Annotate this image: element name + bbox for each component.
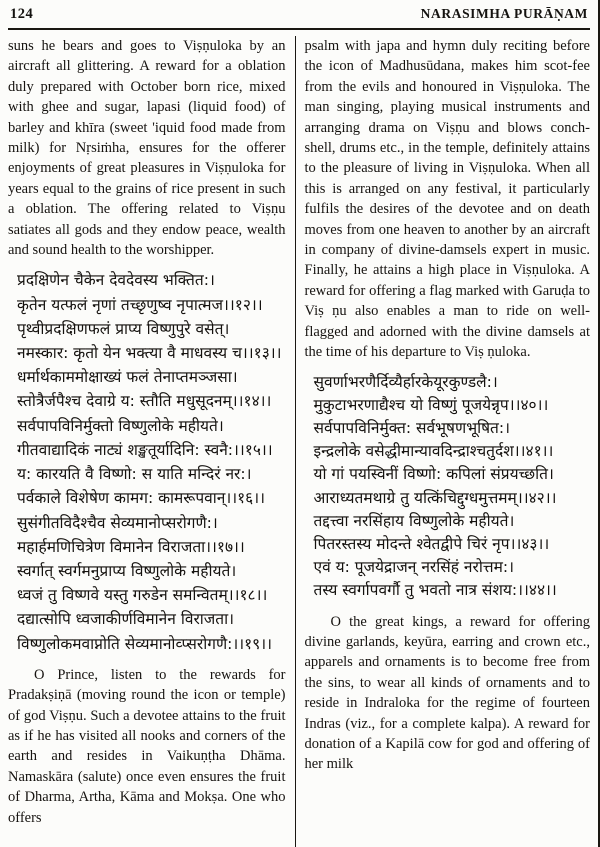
verse-line: सुसंगीतविदैश्चैव सेव्यमानोप्सरोगणै:। <box>17 513 218 532</box>
verse-line: सुवर्णाभरणैर्दिव्यैर्हारकेयूरकुण्डलै:। <box>313 372 498 391</box>
right-column <box>296 36 591 847</box>
verse-line: मुकुटाभरणाद्यैश्च यो विष्णुं पूजयेन्नृप।।४०।। <box>313 395 549 414</box>
verse-line: स्तोत्रैर्जपैश्च देवाग्रे य: स्तौति मधुसूदनम्।।१४।। <box>17 392 272 411</box>
sanskrit-verse-block <box>8 268 286 655</box>
header-rule <box>8 28 590 30</box>
verse-line: दद्यात्सोपि ध्वजाकीर्णविमानेन विराजता। <box>17 610 235 629</box>
page-title: NARASIMHA PURĀṆAM <box>420 6 588 21</box>
paragraph: suns he bears and goes to Viṣṇuloka by an aircraft all glittering. A reward for a oblation duly prepared with October born rice, mixed with ghee and sugar, lapasi (liquid food) of barley and khīra (sweet 'iquid food made from milk) for Nṛsiṁha, ensures for the offerer enjoyments of great pleasures in Viṣṇuloka for years equal to the grains of rice present in such a oblation. The offering related to Viṣṇu satiates all gods and they endow peace, wealth and sound health to the worshipper. <box>8 38 286 259</box>
verse-line: एवं य: पूजयेद्राजन् नरसिंहं नरोत्तम:। <box>313 558 514 577</box>
verse-line: पितरस्तस्य मोदन्ते श्वेतद्वीपे चिरं नृप।।४३।। <box>313 534 550 553</box>
verse-line: पृथ्वीप्रदक्षिणफलं प्राप्य विष्णुपुरे वसेत्। <box>17 319 230 338</box>
text-columns <box>8 36 590 847</box>
verse-line: तस्य स्वर्गापवर्गौ तु भवतो नात्र संशय:।।४४।। <box>313 581 557 600</box>
paragraph: psalm with japa and hymn duly reciting before the icon of Madhusūdana, makes him scot-fee from the evils and honoured in Viṣṇuloka. The man singing, playing musical instruments and arranging drama on Viṣṇu and blows conch-shell, drums etc., in the temple, definitely attains to the pleasure of living in Viṣṇuloka. When all this is arranged on any festival, it particularly fulfils the desires of the devotee and on death moves from one heaven to another by an aircraft in company of divine-damsels expert in music. Finally, he attains a high place in Viṣṇuloka. A reward for offering a flag marked with Garuḍa to Viṣ ṇu also enables a man to ride on well-flagged and adorned with the divine damsels at the time of his departure to Viṣ ṇuloka. <box>304 38 590 361</box>
verse-line: यो गां पयस्विनीं विष्णो: कपिलां संप्रयच्छति। <box>313 465 554 484</box>
verse-line: कृतेन यत्फलं नृणां तच्छृणुष्व नृपात्मज।।१२।। <box>17 295 263 314</box>
page-header <box>8 5 590 23</box>
sanskrit-verse-block <box>305 371 591 603</box>
verse-line: नमस्कार: कृतो येन भक्त्या वै माधवस्य च।।१३।। <box>17 344 282 363</box>
verse-line: प्रदक्षिणेन चैकेन देवदेवस्य भक्तित:। <box>17 271 215 290</box>
verse-line: पर्वकाले विशेषेण कामग: कामरूपवान्।।१६।। <box>17 489 265 508</box>
verse-line: धर्मार्थकाममोक्षाख्यं फलं तेनाप्तमञ्जसा। <box>17 368 238 387</box>
verse-line: तद्दत्त्वा नरसिंहाय विष्णुलोके महीयते। <box>313 511 515 530</box>
verse-line: आराध्यतमथाग्रे तु यत्किंचिद्दुग्धमुत्तमम्।।४२।। <box>313 488 557 507</box>
verse-line: स्वर्गात् स्वर्गमनुप्राप्य विष्णुलोके महीयते। <box>17 561 237 580</box>
page-number: 124 <box>10 6 34 22</box>
verse-line: य: कारयति वै विष्णो: स याति मन्दिरं नर:। <box>17 465 252 484</box>
verse-line: सर्वपापविनिर्मुक्त: सर्वभूषणभूषित:। <box>313 418 510 437</box>
verse-line: गीतवाद्यादिकं नाट्यं शङ्खतूर्यादिनि: स्वनै:।।१५।। <box>17 440 273 459</box>
verse-line: महार्हमणिचित्रेण विमानेन विराजता।।१७।। <box>17 537 245 556</box>
verse-line: विष्णुलोकमवाप्नोति सेव्यमानोव्प्सरोगणै:।।१९।। <box>17 634 272 653</box>
verse-line: ध्वजं तु विष्णवे यस्तु गरुडेन समन्वितम्।।१८।। <box>17 586 268 605</box>
verse-line: सर्वपापविनिर्मुक्तो विष्णुलोके महीयते। <box>17 416 224 435</box>
left-column <box>8 36 291 847</box>
verse-line: इन्द्रलोके वसेद्धीमान्यावदिन्द्राश्चतुर्दश।।४१।। <box>313 442 554 461</box>
paragraph: O the great kings, a reward for offering divine garlands, keyūra, earring and crown etc., apparels and ornaments is to become free from the sins, to wear all kinds of ornaments and to reside in Indraloka for the regime of fourteen Indras (viz., for a complete kalpa). A reward for donation of a Kapilā cow for god and offering of her milk <box>304 613 590 773</box>
paragraph: O Prince, listen to the rewards for Pradakṣiṇā (moving round the icon or temple) of god Viṣṇu. Such a devotee attains to the fruit as if he has visited all nooks and corners of the earth and resides in Vaikuṇṭha Dhāma. Namaskāra (salute) once even ensures the fruit of Dharma, Artha, Kāma and Mokṣa. One who offers <box>8 666 286 826</box>
